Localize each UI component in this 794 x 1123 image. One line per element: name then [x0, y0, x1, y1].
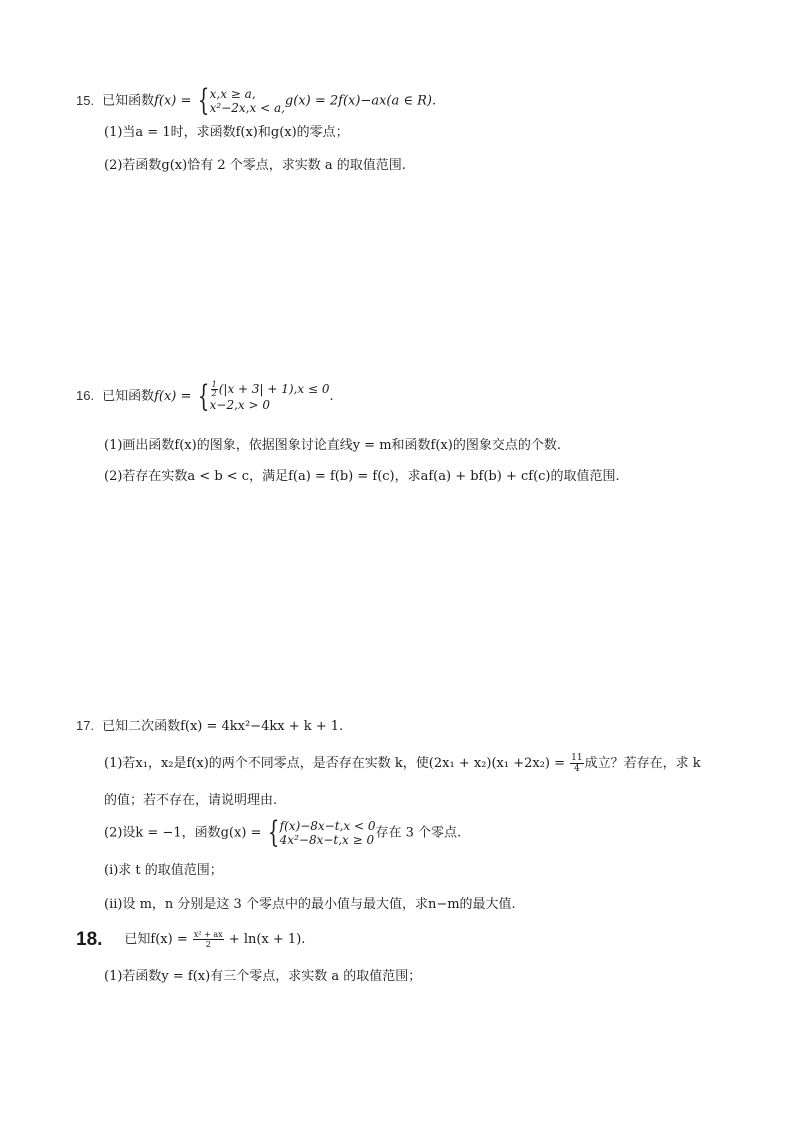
q18-stem-suffix: + ln(x + 1).	[224, 932, 306, 947]
q16-number: 16.	[76, 388, 95, 403]
q16-fraction	[211, 381, 218, 398]
q15-stem-prefix: 已知函数	[102, 93, 155, 109]
q15-lhs: f(x) =	[154, 93, 196, 109]
q18-frac-den: 2	[205, 940, 211, 949]
q18-frac-num: x² + ax	[193, 930, 223, 939]
q17-part1-a: (1)若x₁，x₂是f(x)的两个不同零点，是否存在实数 k，使(2x₁ + x₂)(x₁ +2x₂) =	[104, 756, 570, 771]
q17-part1-b: 成立？若存在，求 k	[584, 756, 701, 771]
q16-part2: (2)若存在实数a < b < c，满足f(a) = f(b) = f(c)，求af(a) + bf(b) + cf(c)的取值范围.	[104, 469, 620, 484]
q17-part2-suffix: 存在 3 个零点.	[375, 825, 462, 841]
q15-part1: (1)当a = 1时，求函数f(x)和g(x)的零点；	[104, 125, 349, 140]
q16-case1: (|x + 3| + 1),x ≤ 0	[218, 382, 330, 396]
q17-part2-prefix: (2)设k = −1，函数g(x) =	[104, 825, 266, 841]
q15-part2: (2)若函数g(x)恰有 2 个零点，求实数 a 的取值范围.	[104, 158, 406, 173]
q17-part1-c: 的值；若不存在，请说明理由.	[104, 793, 278, 808]
q16-stem	[76, 378, 334, 414]
q16-frac-num: 1	[211, 380, 217, 389]
brace-symbol: {	[197, 378, 209, 414]
q17-piecewise	[280, 819, 376, 847]
q18-stem-prefix: 已知f(x) =	[124, 932, 192, 947]
q16-lhs: f(x) =	[154, 389, 196, 404]
brace-symbol: {	[197, 83, 209, 118]
q15-number: 15.	[76, 92, 95, 108]
q17-sub-ii: (ⅱ)设 m，n 分别是这 3 个零点中的最小值与最大值，求n−m的最大值.	[104, 897, 516, 912]
q17-stem-text: 已知二次函数f(x) = 4kx²−4kx + k + 1.	[102, 719, 344, 734]
q15-piecewise	[210, 87, 285, 115]
q15-stem-suffix: g(x) = 2f(x)−ax(a ∈ R).	[284, 93, 437, 109]
q15-stem	[76, 83, 437, 118]
q17-frac-num: 11	[571, 753, 583, 763]
q17-part2	[104, 815, 462, 850]
q17-part2-case1: f(x)−8x−t,x < 0	[279, 819, 376, 833]
q16-piecewise	[210, 381, 330, 412]
q17-stem	[76, 717, 343, 736]
q17-part2-case2: 4x²−8x−t,x ≥ 0	[279, 833, 375, 847]
brace-symbol: {	[267, 815, 279, 850]
q17-part1-fraction	[570, 753, 583, 774]
q17-part1	[104, 753, 701, 774]
q18-stem	[76, 930, 305, 949]
q17-number: 17.	[76, 718, 95, 733]
q15-case2: x²−2x,x < a,	[209, 101, 285, 115]
q16-part1: (1)画出函数f(x)的图象，依据图象讨论直线y = m和函数f(x)的图象交点的个数.	[104, 438, 561, 453]
q18-fraction	[193, 930, 224, 949]
q17-sub-i: (ⅰ)求 t 的取值范围；	[104, 863, 223, 878]
q18-part1: (1)若函数y = f(x)有三个零点，求实数 a 的取值范围；	[104, 969, 422, 984]
q16-stem-suffix: .	[329, 389, 334, 404]
q15-case1: x,x ≥ a,	[209, 87, 256, 101]
q17-frac-den: 4	[574, 764, 580, 774]
q16-stem-prefix: 已知函数	[102, 389, 155, 404]
q16-frac-den: 2	[211, 389, 217, 398]
q16-case2: x−2,x > 0	[209, 398, 270, 412]
q18-number: 18.	[76, 929, 103, 950]
